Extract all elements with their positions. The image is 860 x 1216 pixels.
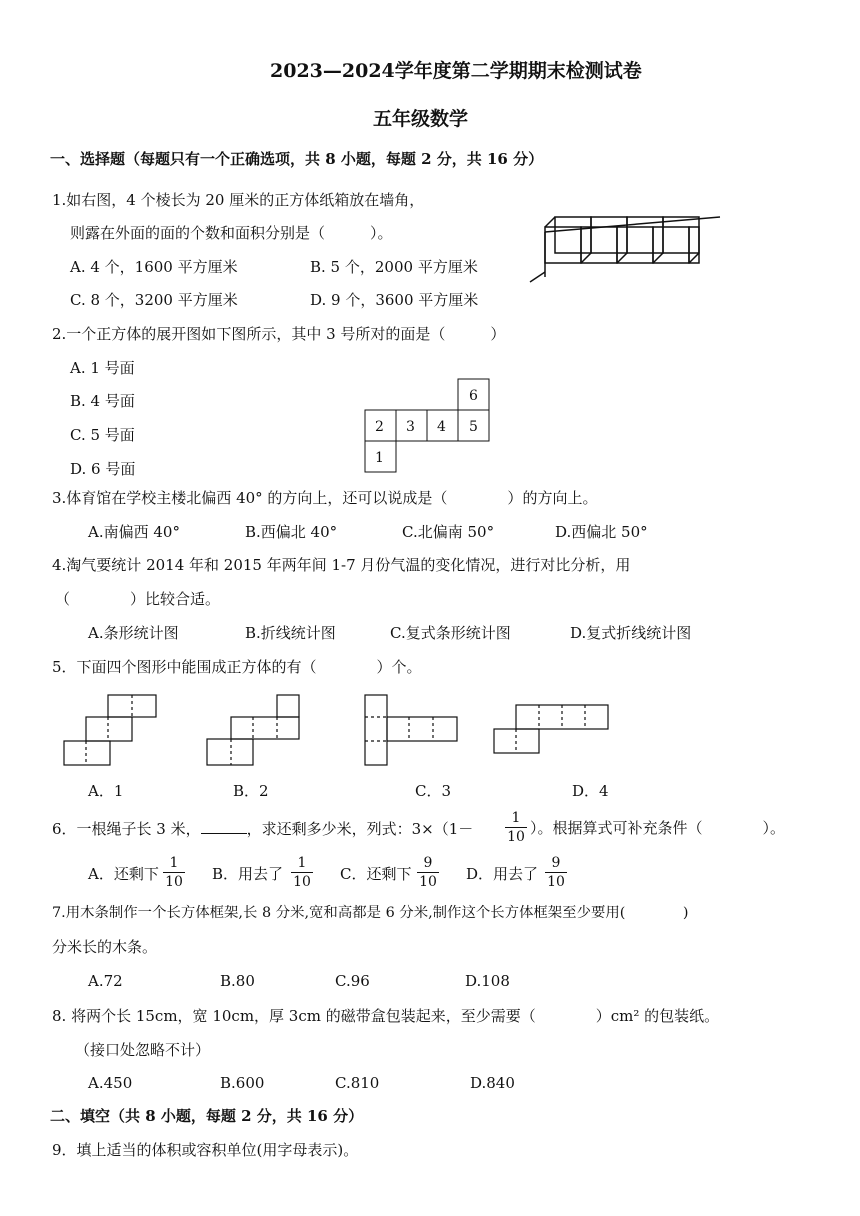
q5-net-figure-b [205,693,305,767]
q7-option-a: A.72 [88,972,123,990]
section-heading-choice: 一、选择题（每题只有一个正确选项，共 8 小题，每题 2 分，共 16 分） [50,150,544,168]
q2-net-cell-1: 1 [375,450,384,466]
q2-option-b: B. 4 号面 [70,392,135,410]
q8-option-c: C.810 [335,1074,380,1092]
q6-option-a-den: 10 [165,874,183,890]
q6-option-c: C．还剩下 [340,865,412,883]
q6-option-a-fraction [163,855,185,890]
q3-option-d: D.西偏北 50° [555,523,648,541]
q6-option-b: B．用去了 [212,865,284,883]
q2-option-c: C. 5 号面 [70,426,135,444]
q7-option-d: D.108 [465,972,510,990]
q4-option-a: A.条形统计图 [88,624,179,642]
q6-option-d-fraction [545,855,567,890]
q6-mid: ，求还剩多少米，列式：3×（1－ [246,820,474,838]
q1-option-c: C. 8 个，3200 平方厘米 [70,291,238,309]
q2-question: 2.一个正方体的展开图如下图所示，其中 3 号所对的面是（ ） [52,325,506,343]
q5-option-d: D．4 [572,782,609,800]
q8-option-b: B.600 [220,1074,265,1092]
q8-option-a: A.450 [88,1074,133,1092]
q5-question: 5．下面四个图形中能围成正方体的有（ ）个。 [52,658,422,676]
q4-option-d: D.复式折线统计图 [570,624,692,642]
q7-line2: 分米长的木条。 [52,938,158,956]
q6-option-b-fraction [291,855,313,890]
q1-cubes-figure [525,212,725,284]
q1-line1: 1.如右图，4 个棱长为 20 厘米的正方体纸箱放在墙角， [52,191,425,209]
q1-option-d: D. 9 个，3600 平方厘米 [310,291,479,309]
q3-option-b: B.西偏北 40° [245,523,338,541]
q6-option-c-num: 9 [423,855,433,871]
section-heading-fill-in: 二、填空（共 8 小题，每题 2 分，共 16 分） [50,1107,364,1125]
q5-option-c: C．3 [415,782,452,800]
q8-line2: （接口处忽略不计） [75,1041,211,1059]
q6-option-b-num: 1 [297,855,307,871]
q3-option-a: A.南偏西 40° [88,523,180,541]
q6-option-d: D．用去了 [466,865,539,883]
q1-line2: 则露在外面的面的个数和面积分别是（ ）。 [70,224,393,242]
q4-line2: （ ）比较合适。 [55,590,221,608]
q8-line1: 8. 将两个长 15cm，宽 10cm，厚 3cm 的磁带盒包装起来，至少需要（ ）cm² 的包装纸。 [52,1007,720,1025]
q5-option-b: B．2 [233,782,269,800]
q6-option-c-den: 10 [419,874,437,890]
q6-fraction-main-num: 1 [511,810,521,826]
q6-option-d-den: 10 [547,874,565,890]
q6-option-d-num: 9 [551,855,561,871]
page-subtitle: 五年级数学 [373,108,469,130]
q1-option-a: A. 4 个，1600 平方厘米 [70,258,238,276]
q4-option-b: B.折线统计图 [245,624,336,642]
q7-option-c: C.96 [335,972,370,990]
q6-fraction-main [505,810,527,845]
q6-option-a: A．还剩下 [88,865,159,883]
q9-question: 9．填上适当的体积或容积单位(用字母表示)。 [52,1141,359,1159]
q2-net-cell-6: 6 [469,388,478,404]
q8-option-d: D.840 [470,1074,515,1092]
q4-line1: 4.淘气要统计 2014 年和 2015 年两年间 1-7 月份气温的变化情况，进行对比分析，用 [52,556,631,574]
q6-option-a-num: 1 [169,855,179,871]
q6-blank [201,819,247,834]
q6-pre: 6．一根绳子长 3 米， [52,820,201,838]
q5-option-a: A．1 [88,782,124,800]
q2-option-a: A. 1 号面 [70,359,135,377]
q2-net-cell-5: 5 [469,419,478,435]
q5-net-figure-a [62,693,162,767]
q5-net-figure-d [492,703,610,755]
q2-net-cell-3: 3 [406,419,415,435]
page-title: 2023—2024学年度第二学期期末检测试卷 [270,60,642,82]
q2-option-d: D. 6 号面 [70,460,136,478]
q7-line1: 7.用木条制作一个长方体框架,长 8 分米,宽和高都是 6 分米,制作这个长方体框架至少要用( ) [52,905,689,921]
q2-net-cell-4: 4 [437,419,446,435]
q4-option-c: C.复式条形统计图 [390,624,511,642]
q3-question: 3.体育馆在学校主楼北偏西 40° 的方向上，还可以说成是（ ）的方向上。 [52,489,598,507]
q1-option-b: B. 5 个，2000 平方厘米 [310,258,478,276]
q6-question [52,819,473,838]
q6-fraction-main-den: 10 [507,829,525,845]
q7-option-b: B.80 [220,972,255,990]
q6-post: ）。根据算式可补充条件（ ）。 [530,819,786,837]
q6-option-c-fraction [417,855,439,890]
q3-option-c: C.北偏南 50° [402,523,495,541]
q2-net-cell-2: 2 [375,419,384,435]
q5-net-figure-c [363,693,463,767]
q6-option-b-den: 10 [293,874,311,890]
